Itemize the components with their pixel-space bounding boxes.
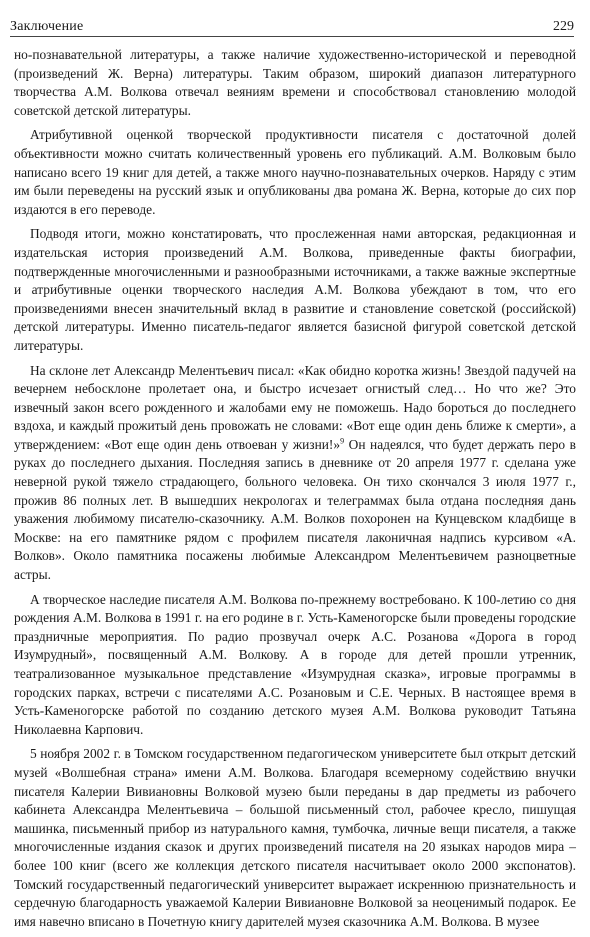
body-text	[14, 46, 576, 937]
page-number: 229	[553, 19, 574, 34]
paragraph-2: Атрибутивной оценкой творческой продуктивности писателя с достаточной долей объективности можно считать количественный уровень его публикаций. А.М. Волковым было написано всего 19 книг для детей, а также много научно-познавательных очерков. Наряду с этим им были переведены на русский язык и опубликованы два романа Ж. Верна, которые до сих пор издаются в его переводе.	[14, 127, 576, 217]
paragraph-3: Подводя итоги, можно констатировать, что прослеженная нами авторская, редакционная и издательская история произведений А.М. Волкова, приведенные факты биографии, подтвержденные многочисленными и разнообразными источниками, а также важные экспертные и атрибутивные оценки творческого наследия А.М. Волкова убеждают в том, что его произведениями внесен значительный вклад в развитие и становление советской (российской) детской литературы. Именно писатель-педагог является базисной фигурой советской детской литературы.	[14, 226, 576, 353]
paragraph-6: 5 ноября 2002 г. в Томском государственном педагогическом университете был открыт детский музей «Волшебная страна» имени А.М. Волкова. Благодаря всемерному содействию внучки писателя Калерии Вивиановны Волковой музею были переданы в дар предметы из рабочего кабинета Александра Мелентьевича – большой письменный стол, рабочее кресло, пишущая машинка, письменный прибор из натурального камня, тумбочка, личные вещи писателя, а также многочисленные издания сказок и других произведений писателя на 20 языках народов мира – более 100 книг (всего же коллекция детского писателя насчитывает около 2000 экспонатов). Томский государственный педагогический университет выражает искреннюю признательность и сердечную благодарность уважаемой Калерии Вивиановне Волковой за неоценимый подарок. Ее имя навечно вписано в Почетную книгу дарителей музея сказочника А.М. Волкова. В музее	[14, 746, 576, 929]
footnote-marker: 9	[340, 436, 345, 446]
paragraph-5: А творческое наследие писателя А.М. Волкова по-прежнему востребовано. К 100-летию со дня рождения А.М. Волкова в 1991 г. на его родине в г. Усть-Каменогорске были проведены городские праздничные мероприятия. По радио прозвучал очерк А.С. Розанова «Дорога в город Изумрудный», посвященный А.М. Волкову. А в городе для детей прошли утренник, театрализованное музыкальное представление «Изумрудная сказка», игровые программы в городских парках, встречи с писателями А.С. Розановым и С.Е. Черных. В настоящее время в Усть-Каменогорске работой по созданию детского музея А.М. Волкова руководит Татьяна Николаевна Карпович.	[14, 591, 576, 737]
paragraph-4-text-b: Он надеялся, что будет держать перо в руках до последнего дыхания. Последняя запись в дневнике от 20 апреля 1977 г. сделана уже неверной рукой тяжело страдающего, больного человека. Он тихо скончался 3 июля 1977 г., прожив 86 полных лет. В вышедших некрологах и телеграммах была отдана последняя дань уважения любимому писателю-сказочнику. А.М. Волков похоронен на Кунцевском кладбище в Москве: на его памятнике рядом с профилем писателя лаконичная надпись курсивом «А. Волков». Около памятника посажены любимые Александром Мелентьевичем разноцветные астры.	[14, 436, 576, 583]
chapter-title: Заключение	[10, 19, 84, 34]
paragraph-4-text-a: На склоне лет Александр Мелентьевич писал: «Как обидно коротка жизнь! Звездой падучей на вечернем небосклоне пролетает она, и быстро исчезает огнистый след… Но что же? Это извечный закон всего рожденного и жалобами ему не поможешь. Надо бороться до последнего вздоха, и каждый прожитый день провожать не словами: «Вот еще один день ближе к смерти», а утверждением: «Вот еще один день отвоеван у жизни!»	[14, 362, 576, 452]
running-header	[10, 14, 574, 37]
paragraph-1: но-познавательной литературы, а также наличие художественно-исторической и переводной (произведений Ж. Верна) литературы. Таким образом, широкий диапазон литературного творчества А.М. Волкова отвечал веяниям времени и способствовал становлению молодой советской детской литературы.	[14, 47, 576, 118]
paragraph-4	[14, 362, 576, 585]
